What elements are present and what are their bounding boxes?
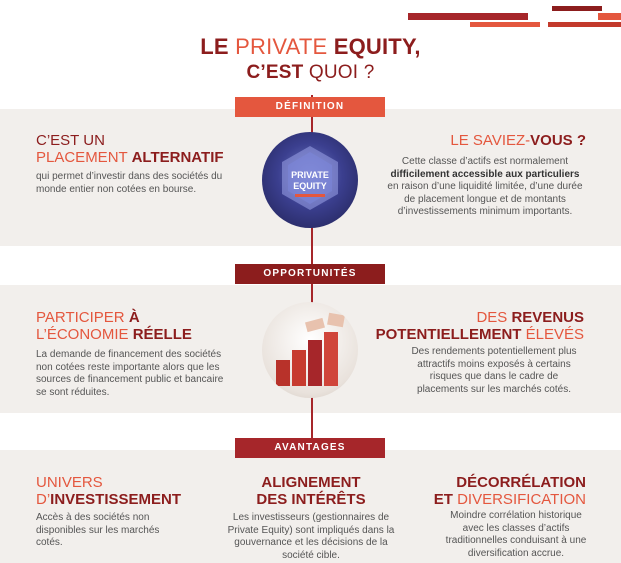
definition-left-text: qui permet d’investir dans des sociétés du monde entier non cotées en bourse. — [36, 171, 223, 195]
heading-part: DES — [476, 309, 512, 326]
decor-bar — [598, 13, 621, 20]
heading-part: PARTICIPER — [36, 309, 129, 326]
heading-line — [420, 491, 586, 508]
heading-line: ALIGNEMENT — [261, 474, 361, 491]
text-part: difficilement accessible aux particuliers — [390, 168, 580, 180]
definition-right-heading — [380, 132, 586, 149]
opportunities-right-text: Des rendements potentiellement plus attractifs moins exposés à certains risques que dans le cadre de placements sur les marchés cotés. — [411, 346, 577, 395]
text-part: en raison d’une liquidité limitée, d’une durée de placement longue et de montants d’investissements minimum importants. — [387, 181, 583, 217]
section-opportunities-label: OPPORTUNITÉS — [235, 264, 385, 284]
heading-part: LE SAVIEZ- — [450, 132, 531, 149]
heading-part: POTENTIELLEMENT — [375, 326, 526, 343]
decor-bar — [470, 22, 540, 27]
definition-left-heading — [36, 132, 246, 166]
heading-line — [36, 491, 206, 508]
heading-line: C’EST UN — [36, 132, 105, 149]
decor-bar — [548, 22, 621, 27]
private-equity-image — [262, 132, 358, 228]
opportunities-left-text: La demande de financement des sociétés non cotées reste importante alors que les sources de financement public et bancaire se sont réduites. — [36, 349, 224, 398]
page-title — [0, 34, 621, 60]
heading-part: PLACEMENT — [36, 149, 132, 166]
bar-blocks-icon — [262, 302, 358, 398]
heading-line: DES INTÉRÊTS — [256, 491, 366, 508]
heading-line: DÉCORRÉLATION — [456, 474, 586, 491]
heading-line — [360, 309, 584, 326]
title-part: LE — [200, 34, 236, 59]
advantage-2-heading — [211, 474, 411, 508]
heading-part: INVESTISSEMENT — [50, 491, 182, 508]
heading-part: D’ — [36, 491, 51, 508]
page-subtitle — [0, 62, 621, 84]
decor-bar — [408, 13, 528, 20]
heading-part: REVENUS — [511, 309, 584, 326]
heading-part: L’ÉCONOMIE — [36, 326, 133, 343]
heading-line — [36, 149, 246, 166]
heading-part: ET — [433, 491, 458, 508]
heading-line — [36, 326, 256, 343]
title-part: EQUITY, — [333, 34, 421, 59]
heading-part: À — [128, 309, 140, 326]
advantage-2-text: Les investisseurs (gestionnaires de Private Equity) sont impliqués dans la gouvernance et les décisions de la société cible. — [227, 512, 395, 561]
heading-part: VOUS ? — [530, 132, 586, 149]
advantage-1-heading — [36, 474, 206, 508]
title-part: QUOI ? — [308, 62, 375, 83]
section-definition-label: DÉFINITION — [235, 97, 385, 117]
opportunities-left-heading — [36, 309, 256, 343]
heading-part: ALTERNATIF — [131, 149, 224, 166]
heading-part: DIVERSIFICATION — [457, 491, 586, 508]
private-equity-image-label: PRIVATE EQUITY — [291, 170, 329, 191]
text-part: Cette classe d’actifs est normalement — [401, 156, 569, 167]
title-part: PRIVATE — [235, 34, 334, 59]
heading-line — [360, 326, 584, 343]
decor-bar — [552, 6, 602, 11]
advantage-3-heading — [420, 474, 586, 508]
heading-line — [36, 309, 256, 326]
growth-blocks-image — [262, 302, 358, 398]
advantage-3-text: Moindre corrélation historique avec les classes d’actifs traditionnelles conduisant à une diversification accrue. — [445, 510, 587, 559]
definition-right-text — [384, 156, 586, 219]
title-part: C’EST — [246, 62, 309, 83]
heading-line: UNIVERS — [36, 474, 103, 491]
advantage-1-text: Accès à des sociétés non disponibles sur les marchés cotés. — [36, 512, 160, 548]
opportunities-right-heading — [360, 309, 584, 343]
section-advantages-label: AVANTAGES — [235, 438, 385, 458]
heading-part: ÉLEVÉS — [525, 326, 584, 343]
heading-part: RÉELLE — [132, 326, 192, 343]
